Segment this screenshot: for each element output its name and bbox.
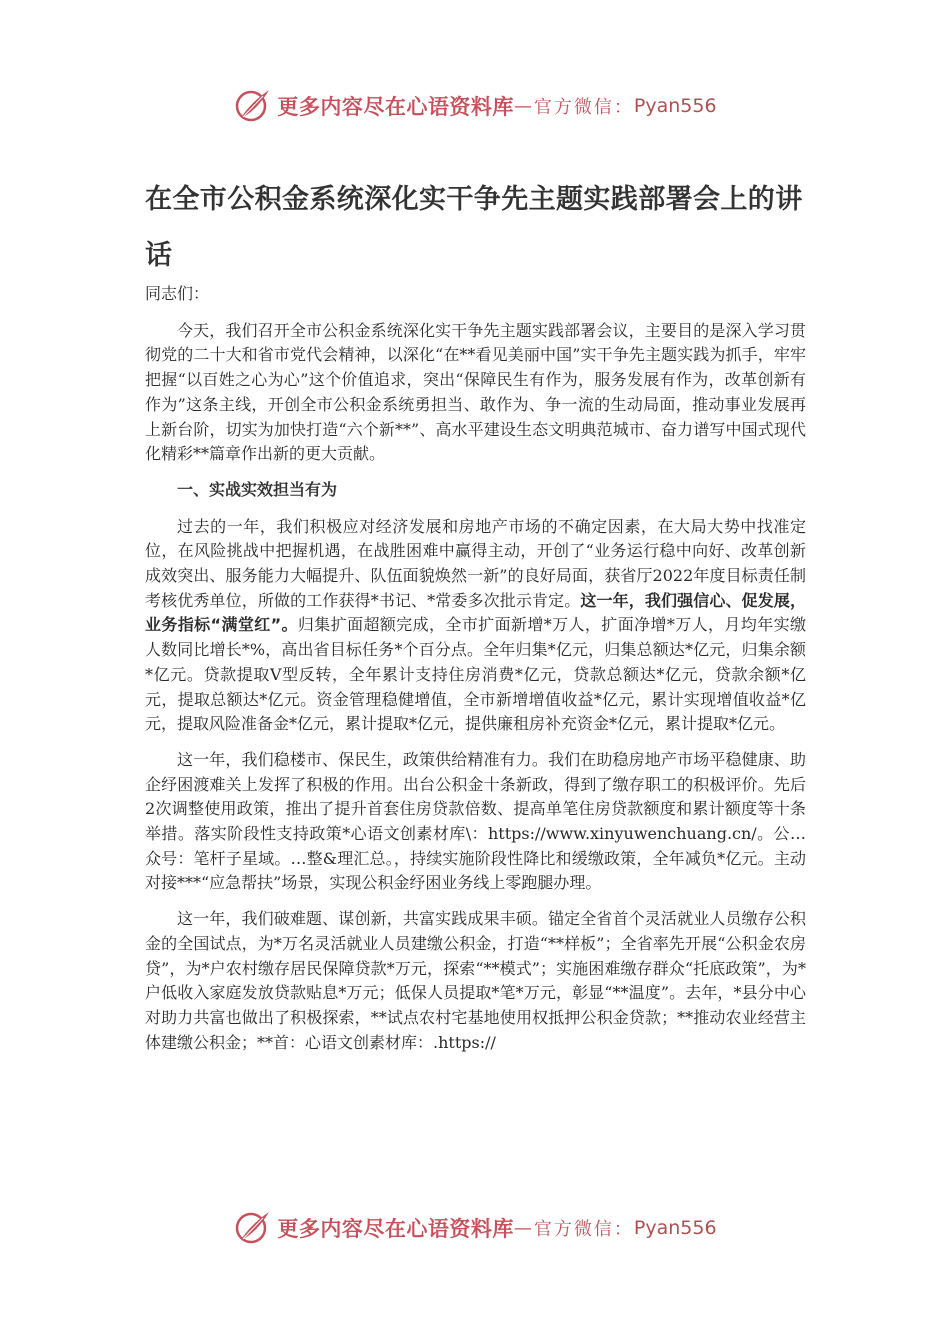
paragraph-2: 这一年，我们稳楼市、保民生，政策供给精准有力。我们在助稳房地产市场平稳健康、助企纾困渡难关上发挥了积极的作用。出台公积金十条新政，得到了缴存职工的积极评价。先后2次调整使用政策，推出了提升首套住房贷款倍数、提高单笔住房贷款额度和累计额度等十条举措。落实阶段性支持政策*心语文创素材库\：https://www.xinyuwenchuang.cn/。公…众号：笔杆子星域。…整&理汇总。，持续实施阶段性降比和缓缴政策，全年减负*亿元。主动对接***“应急帮扶”场景，实现公积金纾困业务线上零跑腿办理。	[145, 749, 806, 893]
paragraph-1-bold: 这一年，我们强信心、促发展，业务指标“满堂红”。	[145, 590, 806, 635]
section-heading-1: 一、实战实效担当有为	[177, 479, 338, 499]
watermark-id: Pyan556	[633, 1217, 717, 1239]
paragraph-1-text-b: 归集扩面超额完成，全市扩面新增*万人，扩面净增*万人，月均年实缴人数同比增长*%，高出省目标任务*个百分点。全年归集*亿元，归集总额达*亿元，归集余额*亿元。贷款提取Ⅴ型反转，全年累计支持住房消费*亿元，贷款总额达*亿元，贷款余额*亿元，提取总额达*亿元。资金管理稳健增值，全市新增增值收益*亿元，累计实现增值收益*亿元，提取风险准备金*亿元，累计提取*亿元，提供廉租房补充资金*亿元，累计提取*亿元。	[145, 615, 806, 734]
watermark-sub-text: 官方微信：	[533, 1219, 634, 1240]
watermark-banner-top	[0, 84, 950, 128]
paragraph-1-text-a: 过去的一年，我们积极应对经济发展和房地产市场的不确定因素，在大局大势中找准定位，在风险挑战中把握机遇，在战胜困难中赢得主动，开创了“业务运行稳中向好、改革创新成效突出、服务能力大幅提升、队伍面貌焕然一新”的良好局面，获省厅2022年度目标责任制考核优秀单位，所做的工作获得*书记、*常委多次批示肯定。	[145, 516, 806, 610]
watermark-sub-text: 官方微信：	[533, 97, 634, 118]
feather-pen-logo-icon	[233, 86, 273, 126]
watermark-main-text: 更多内容尽在心语资料库	[277, 1216, 514, 1241]
watermark-banner-bottom	[0, 1206, 950, 1250]
paragraph-1	[145, 515, 806, 737]
watermark-id: Pyan556	[633, 95, 717, 117]
intro-paragraph: 今天，我们召开全市公积金系统深化实干争先主题实践部署会议，主要目的是深入学习贯彻党的二十大和省市党代会精神，以深化“在**看见美丽中国”实干争先主题实践为抓手，牢牢把握“以百姓之心为心”这个价值追求，突出“保障民生有作为，服务发展有作为，改革创新有作为”这条主线，开创全市公积金系统勇担当、敢作为、争一流的生动局面，推动事业发展再上新台阶，切实为加快打造“六个新**”、高水平建设生态文明典范城市、奋力谱写中国式现代化精彩**篇章作出新的更大贡献。	[145, 320, 806, 464]
watermark-dash: —	[513, 1217, 534, 1239]
document-title: 在全市公积金系统深化实干争先主题实践部署会上的讲话	[145, 184, 803, 271]
feather-pen-logo-icon	[233, 1208, 273, 1248]
watermark-main-text: 更多内容尽在心语资料库	[277, 94, 514, 119]
watermark-dash: —	[513, 95, 534, 117]
document-body	[145, 282, 806, 1066]
paragraph-3: 这一年，我们破难题、谋创新，共富实践成果丰硕。锚定全省首个灵活就业人员缴存公积金的全国试点，为*万名灵活就业人员建缴公积金，打造“**样板”；全省率先开展“公积金农房贷”，为*户农村缴存居民保障贷款*万元，探索“**模式”；实施困难缴存群众“托底政策”，为*户低收入家庭发放贷款贴息*万元；低保人员提取*笔*万元，彰显“**温度”。去年，*县分中心对助力共富也做出了积极探索，**试点农村宅基地使用权抵押公积金贷款；**推动农业经营主体建缴公积金；**首：心语文创素材库：.https://	[145, 909, 806, 1052]
salutation: 同志们：	[145, 284, 210, 303]
